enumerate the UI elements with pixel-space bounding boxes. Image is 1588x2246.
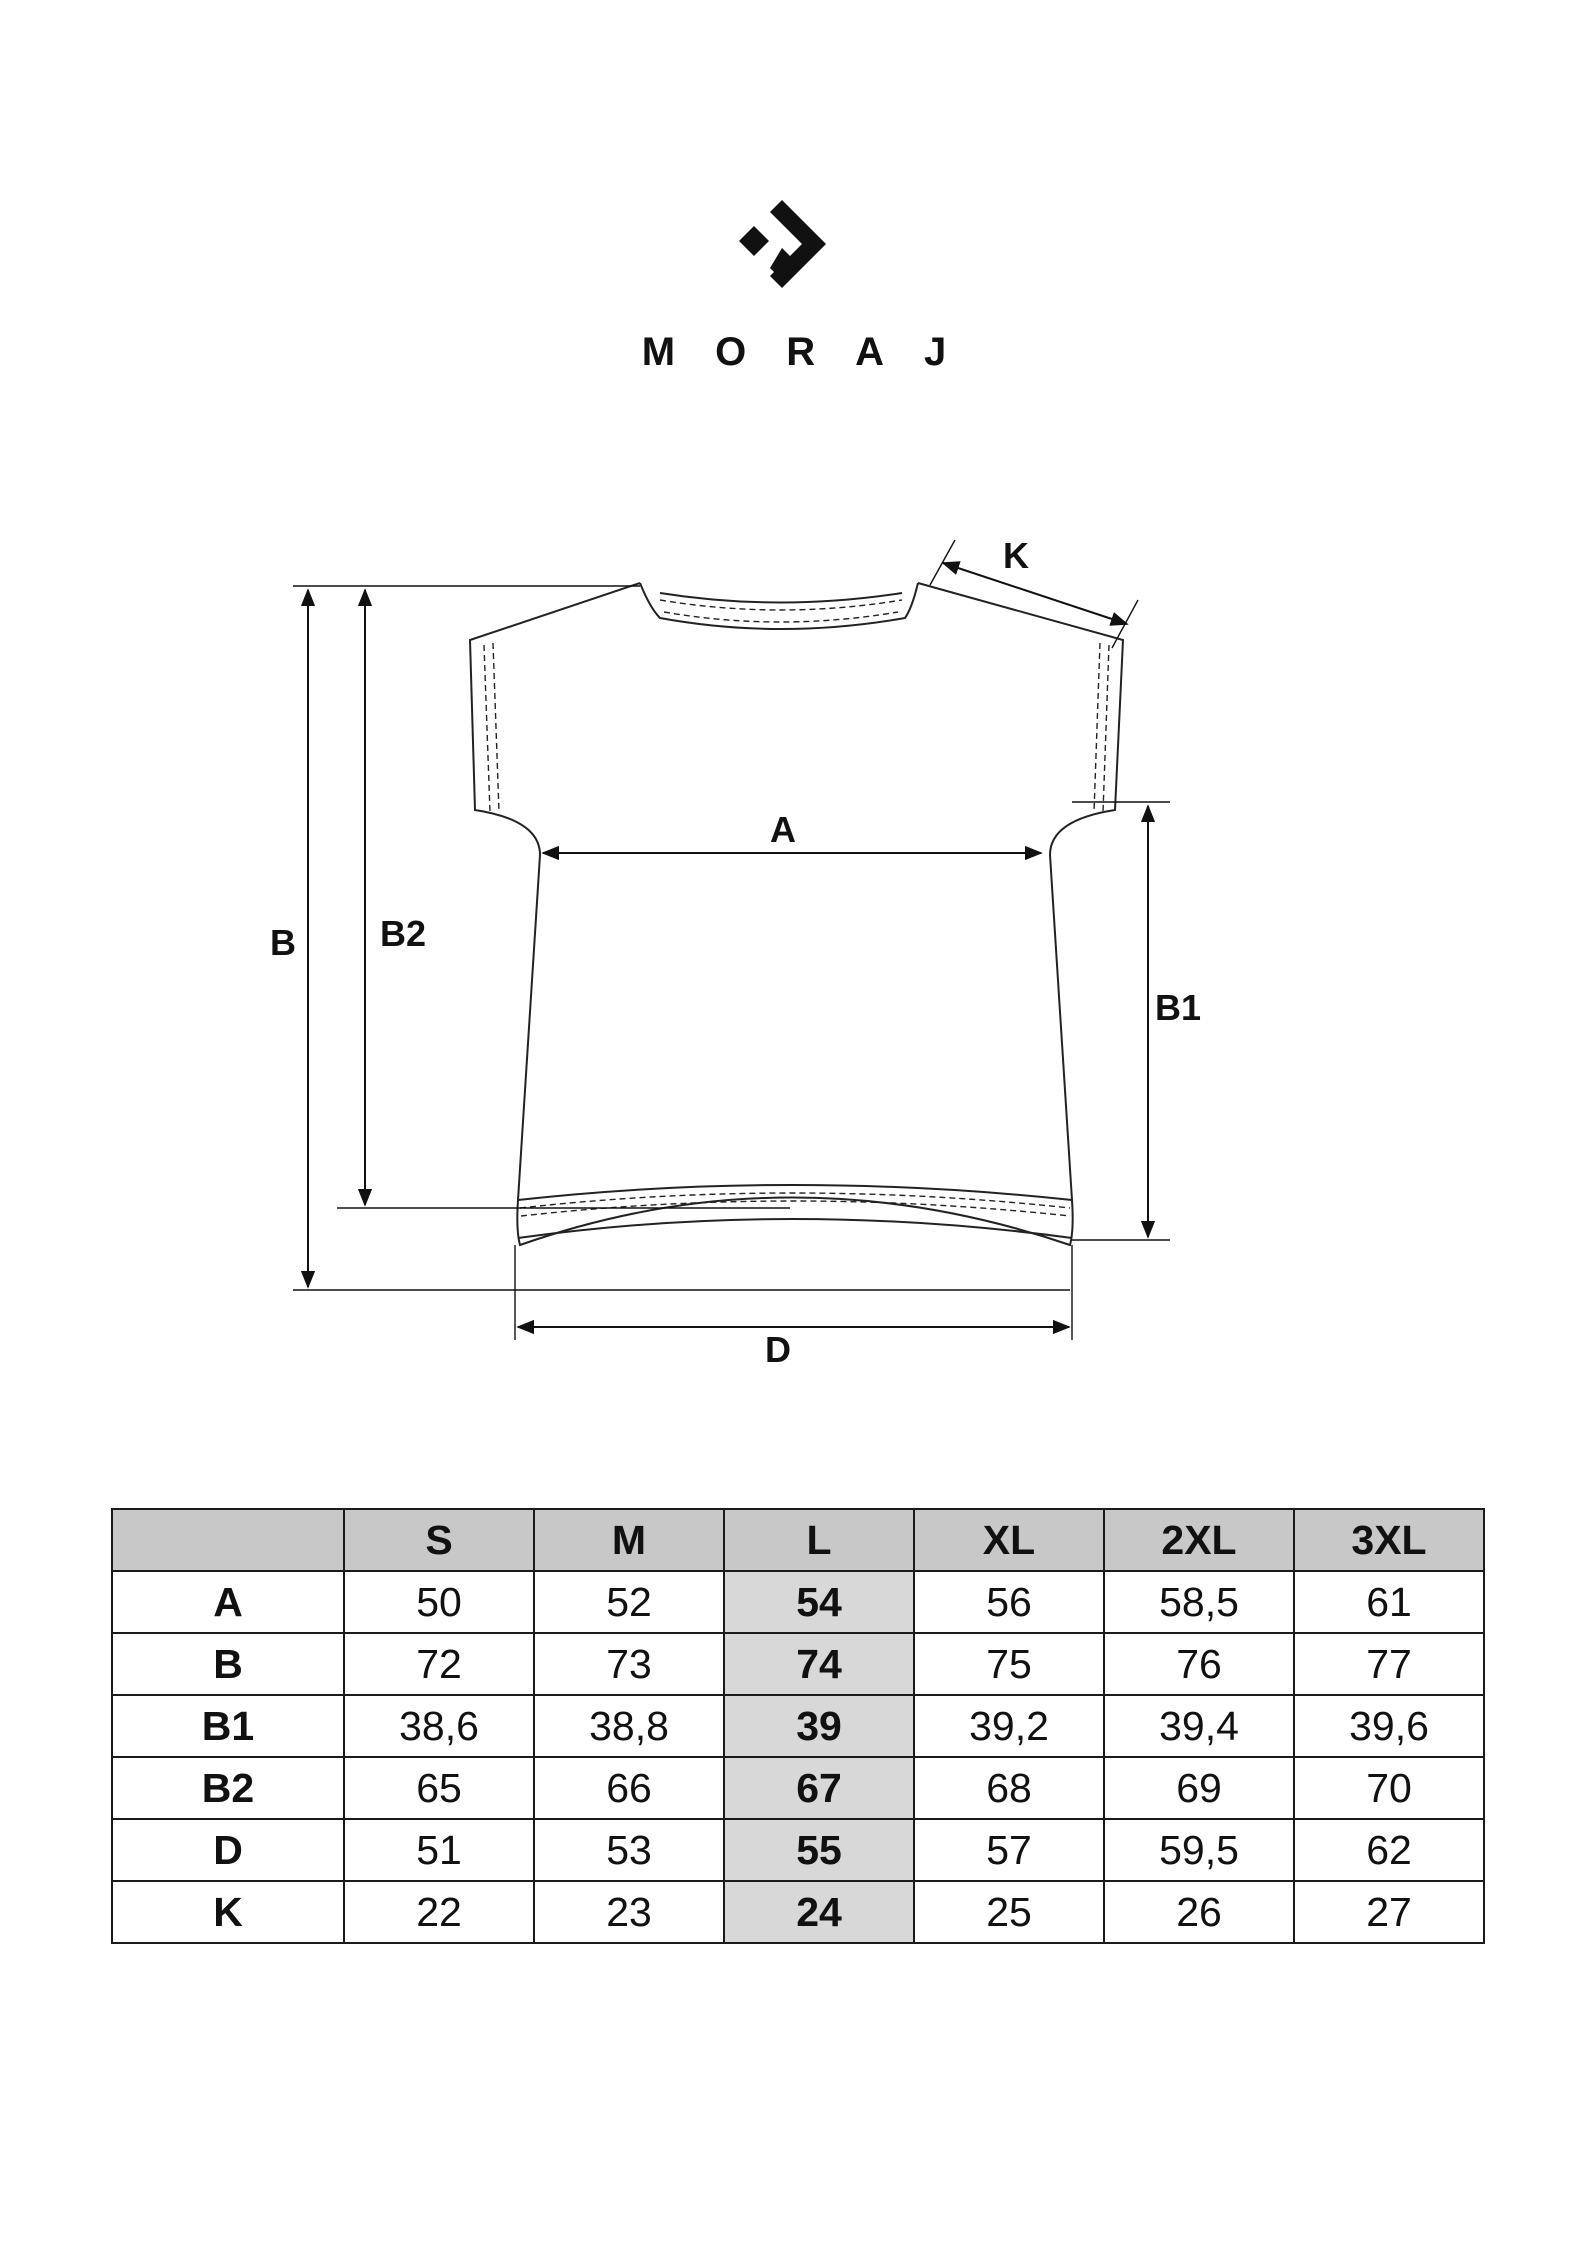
- size-header-xl: XL: [914, 1509, 1104, 1571]
- table-cell: 67: [724, 1757, 914, 1819]
- table-cell: 69: [1104, 1757, 1294, 1819]
- table-header-row: [112, 1509, 1484, 1571]
- table-cell: 61: [1294, 1571, 1484, 1633]
- table-cell: 52: [534, 1571, 724, 1633]
- table-cell: 56: [914, 1571, 1104, 1633]
- table-cell: 50: [344, 1571, 534, 1633]
- table-row: [112, 1633, 1484, 1695]
- table-cell: 54: [724, 1571, 914, 1633]
- dim-label-b2: B2: [380, 913, 427, 954]
- row-label-cell: A: [112, 1571, 344, 1633]
- table-cell: 75: [914, 1633, 1104, 1695]
- table-cell: 26: [1104, 1881, 1294, 1943]
- table-cell: 65: [344, 1757, 534, 1819]
- table-cell: 39,6: [1294, 1695, 1484, 1757]
- table-cell: 27: [1294, 1881, 1484, 1943]
- table-cell: 39,2: [914, 1695, 1104, 1757]
- size-header-3xl: 3XL: [1294, 1509, 1484, 1571]
- size-header-s: S: [344, 1509, 534, 1571]
- table-cell: 57: [914, 1819, 1104, 1881]
- table-cell: 62: [1294, 1819, 1484, 1881]
- table-row: [112, 1757, 1484, 1819]
- row-label-cell: D: [112, 1819, 344, 1881]
- row-label-cell: K: [112, 1881, 344, 1943]
- tshirt-outline: [470, 583, 1123, 1245]
- table-row: [112, 1819, 1484, 1881]
- table-cell: 77: [1294, 1633, 1484, 1695]
- table-cell: 68: [914, 1757, 1104, 1819]
- table-cell: 39,4: [1104, 1695, 1294, 1757]
- table-corner-cell: [112, 1509, 344, 1571]
- row-label-cell: B1: [112, 1695, 344, 1757]
- table-cell: 38,8: [534, 1695, 724, 1757]
- size-header-l: L: [724, 1509, 914, 1571]
- dim-label-a: A: [770, 809, 796, 850]
- table-cell: 24: [724, 1881, 914, 1943]
- brand-name: MORAJ: [641, 330, 987, 374]
- row-label-cell: B: [112, 1633, 344, 1695]
- size-header-m: M: [534, 1509, 724, 1571]
- table-cell: 25: [914, 1881, 1104, 1943]
- table-cell: 39: [724, 1695, 914, 1757]
- table-cell: 76: [1104, 1633, 1294, 1695]
- table-cell: 23: [534, 1881, 724, 1943]
- table-cell: 73: [534, 1633, 724, 1695]
- table-cell: 74: [724, 1633, 914, 1695]
- table-cell: 59,5: [1104, 1819, 1294, 1881]
- table-cell: 70: [1294, 1757, 1484, 1819]
- table-cell: 51: [344, 1819, 534, 1881]
- table-cell: 72: [344, 1633, 534, 1695]
- table-cell: 55: [724, 1819, 914, 1881]
- dim-label-b1: B1: [1155, 987, 1202, 1028]
- table-cell: 66: [534, 1757, 724, 1819]
- row-label-cell: B2: [112, 1757, 344, 1819]
- table-row: [112, 1571, 1484, 1633]
- table-cell: 22: [344, 1881, 534, 1943]
- table-cell: 38,6: [344, 1695, 534, 1757]
- table-cell: 53: [534, 1819, 724, 1881]
- table-row: [112, 1881, 1484, 1943]
- dim-label-k: K: [1003, 535, 1029, 576]
- table-row: [112, 1695, 1484, 1757]
- table-cell: 58,5: [1104, 1571, 1294, 1633]
- size-header-2xl: 2XL: [1104, 1509, 1294, 1571]
- dim-label-d: D: [765, 1329, 791, 1370]
- size-chart-table: [111, 1508, 1485, 1944]
- dim-label-b: B: [270, 922, 296, 963]
